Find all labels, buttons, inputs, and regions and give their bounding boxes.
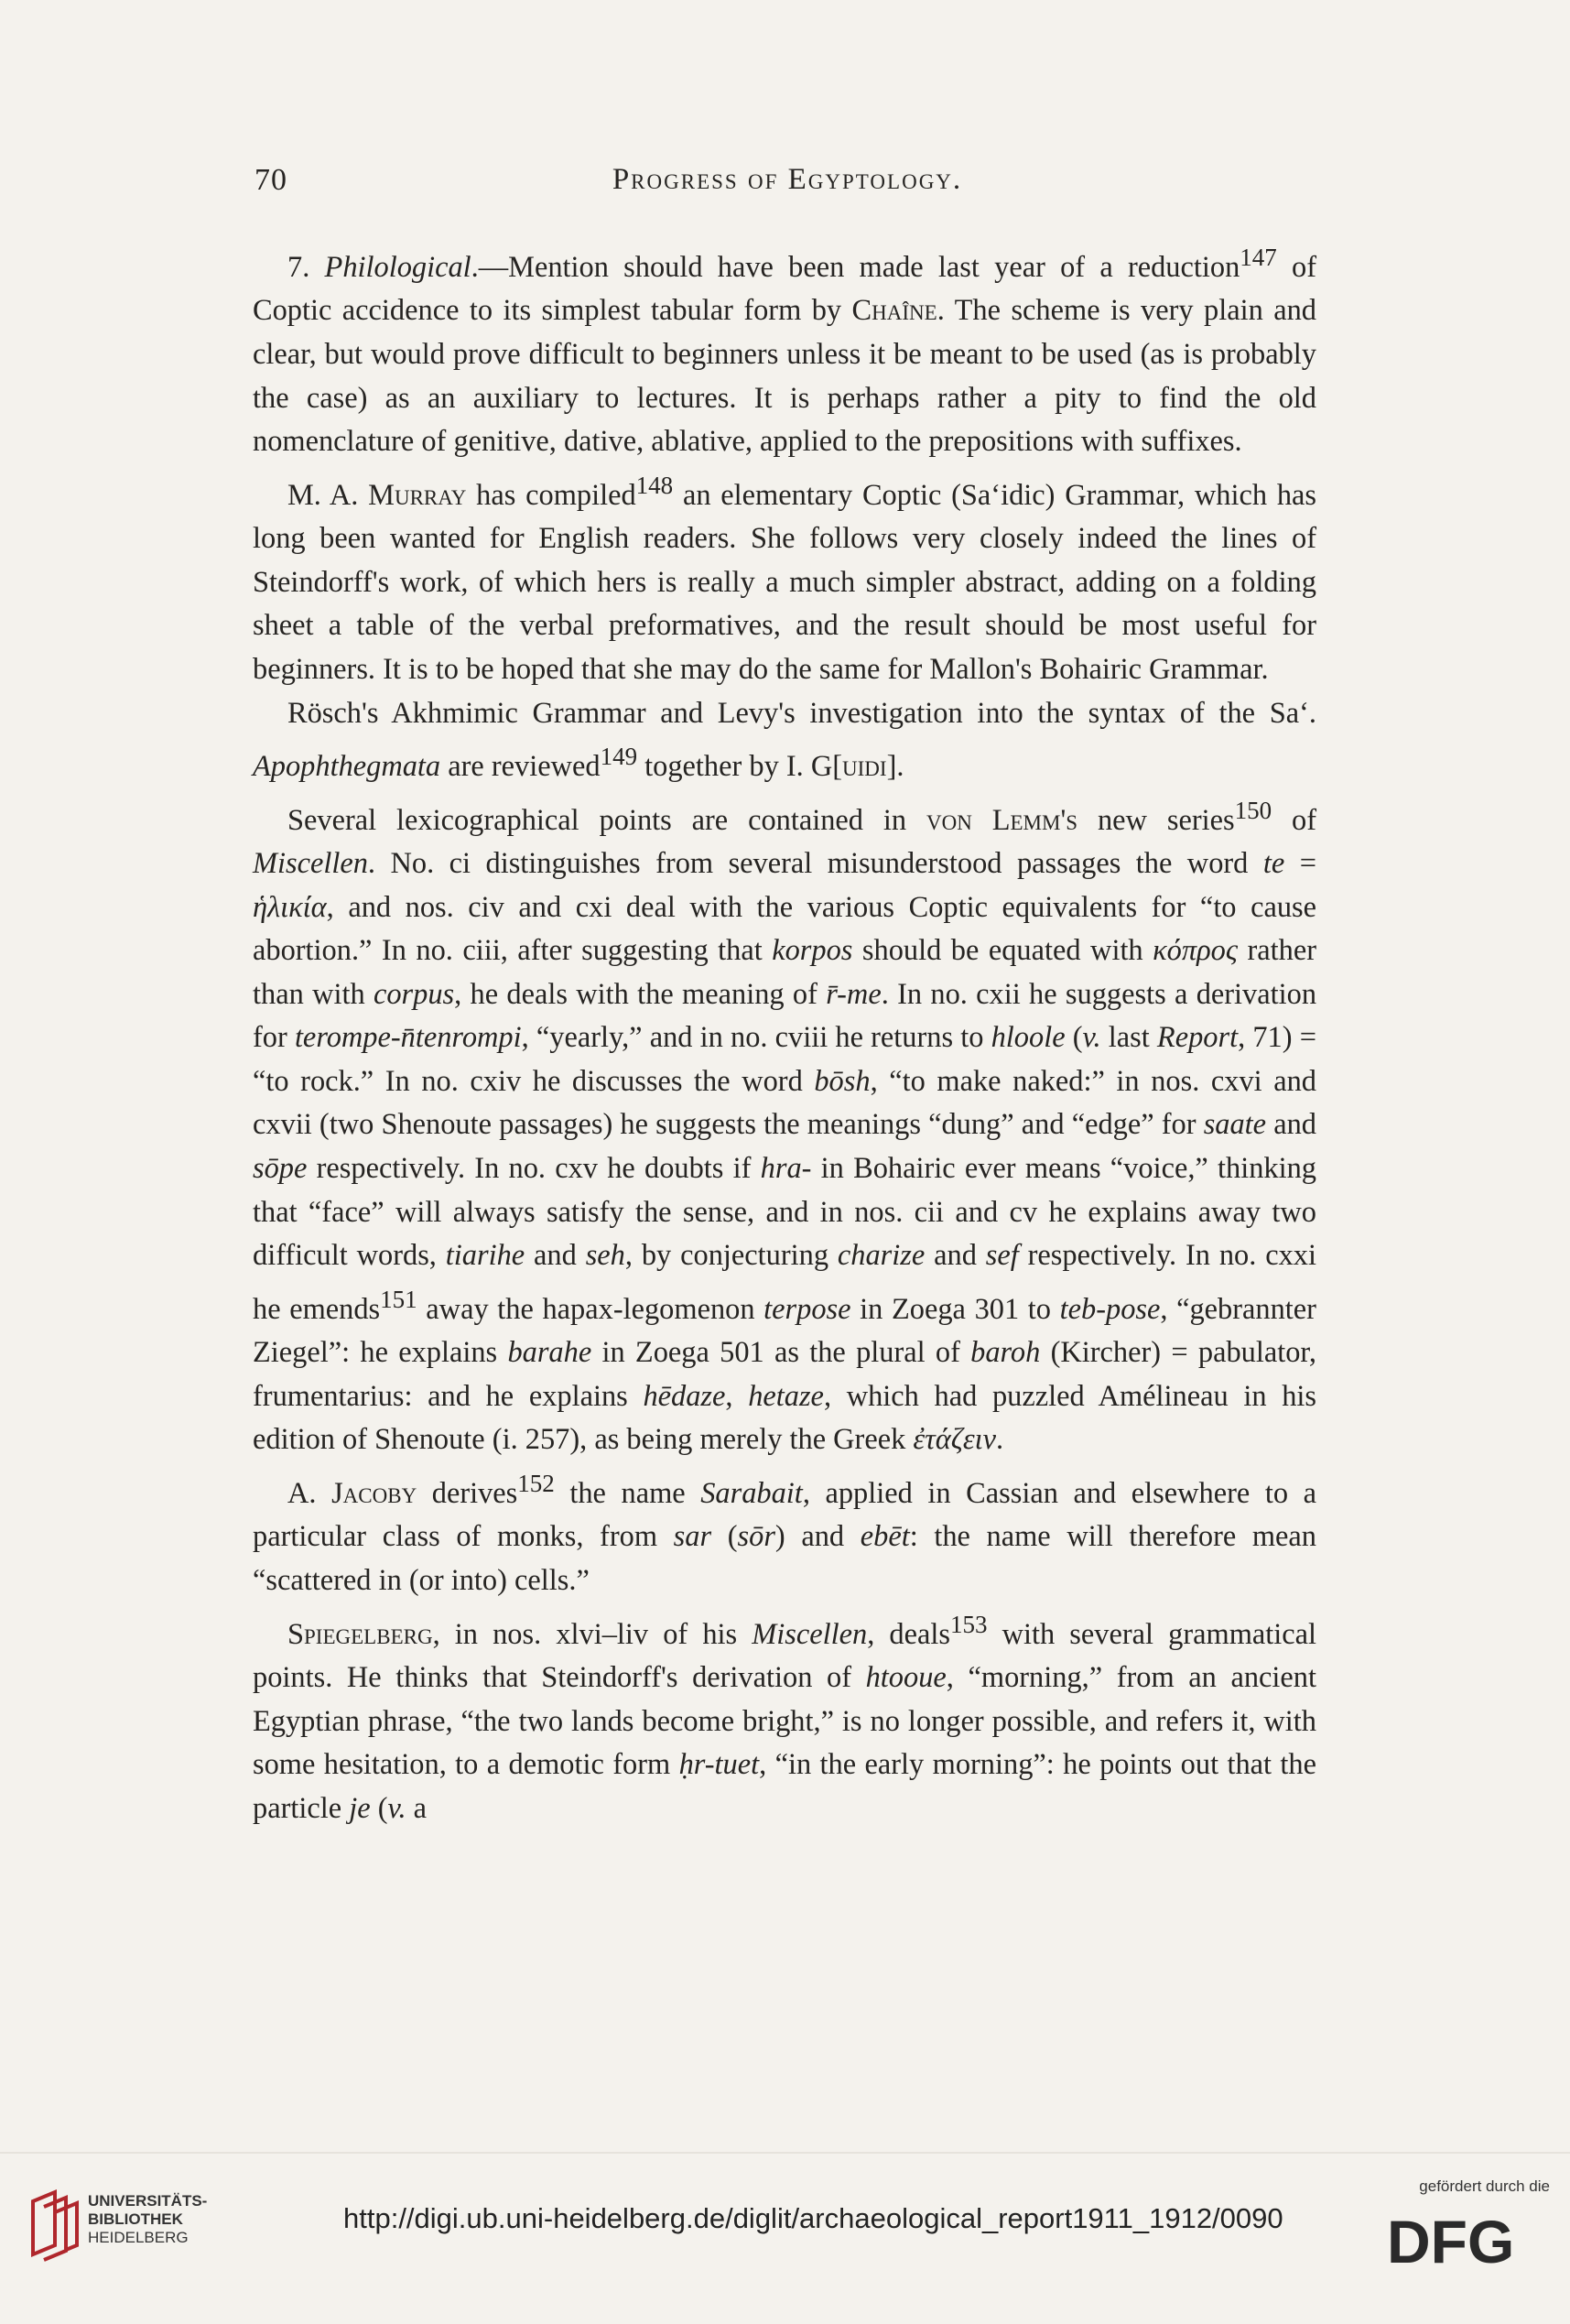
university-library-name bbox=[88, 2192, 207, 2247]
paragraph-von-lemm: Several lexicographical points are contained in von Lemm's new series$^{150}$ of Miscellen. No. ci distinguishes from several misunderstood passages the word te = ἡλικία, and nos. civ and cxi deal with the various Coptic equivalents for “to cause abortion.” In no. ciii, after suggesting that korpos should be equated with κόπρος rather than with corpus, he deals with the meaning of r̄-me. In no. cxii he suggests a derivation for terompe-n̄tenrompi, “yearly,” and in no. cviii he returns to hloole (v. last Report, 71) = “to rock.” In no. cxiv he discusses the word bōsh, “to make naked:” in nos. cxvi and cxvii (two Shenoute passages) he suggests the meanings “dung” and “edge” for saate and sōpe respectively. In no. cxv he doubts if hra- in Bohairic ever means “voice,” thinking that “face” will always satisfy the sense, and in nos. cii and cv he explains away two difficult words, tiarihe and seh, by conjecturing charize and sef respectively. In no. cxxi he emends$^{151}$ away the hapax-legomenon terpose in Zoega 301 to teb-pose, “gebrannter Ziegel”: he explains barahe in Zoega 501 as the plural of baroh (Kircher) = pabulator, frumentarius: and he explains hēdaze, hetaze, which had puzzled Amélineau in his edition of Shenoute (i. 257), as being merely the Greek ἐτάζειν. bbox=[253, 796, 1317, 1457]
library-name-line1: UNIVERSITÄTS- bbox=[88, 2192, 208, 2210]
page-number: 70 bbox=[254, 163, 287, 197]
paragraph-jacoby: A. Jacoby derives$^{152}$ the name Sarabait, applied in Cassian and elsewhere to a particular class of monks, from sar (sōr) and ebēt: the name will therefore mean “scattered in (or into) cells.” bbox=[253, 1470, 1317, 1597]
body-text bbox=[253, 236, 1316, 1830]
paragraph-rosch: Rösch's Akhmimic Grammar and Levy's investigation into the syntax of the Sa‘. Apophthegmata are reviewed$^{149}$ together by I. G[uidi]. bbox=[253, 696, 1316, 783]
footer-divider bbox=[0, 2152, 1570, 2154]
funding-label: gefördert durch die bbox=[1419, 2177, 1550, 2195]
university-library-logo-icon bbox=[26, 2188, 81, 2262]
digitization-footer bbox=[0, 2152, 1570, 2324]
permalink-url[interactable]: http://digi.ub.uni-heidelberg.de/diglit/archaeological_report1911_1912/0090 bbox=[343, 2202, 1283, 2234]
dfg-logo-text: DFG bbox=[1387, 2211, 1515, 2268]
paragraph-spiegelberg: Spiegelberg, in nos. xlvi–liv of his Miscellen, deals$^{153}$ with several grammatical points. He thinks that Steindorff's derivation of htooue, “morning,” from an ancient Egyptian phrase, “the two lands become bright,” is no longer possible, and refers it, with some hesitation, to a demotic form ḥr-tuet, “in the early morning”: he points out that the particle je (v. a bbox=[253, 1610, 1317, 1825]
paragraph-murray: M. A. Murray has compiled$^{148}$ an elementary Coptic (Sa‘idic) Grammar, which has long been wanted for English readers. She follows very closely indeed the lines of Steindorff's work, of which hers is really a much simpler abstract, adding on a folding sheet a table of the verbal preformatives, and the result should be most useful for beginners. It is to be hoped that she may do the same for Mallon's Bohairic Grammar. bbox=[253, 471, 1317, 686]
dfg-logo-icon bbox=[1385, 2211, 1550, 2268]
library-name-line3: HEIDELBERG bbox=[88, 2229, 189, 2246]
library-name-line2: BIBLIOTHEK bbox=[88, 2210, 183, 2228]
page-header bbox=[247, 163, 1327, 209]
running-title: Progress of Egyptology. bbox=[612, 163, 963, 196]
paragraph-philological: 7. Philological.—Mention should have been made last year of a reduction$^{147}$ of Coptic accidence to its simplest tabular form by Chaîne. The scheme is very plain and clear, but would prove difficult to beginners unless it be meant to be used (as is probably the case) as an auxiliary to lectures. It is perhaps rather a pity to find the old nomenclature of genitive, dative, ablative, applied to the prepositions with suffixes. bbox=[253, 244, 1316, 459]
